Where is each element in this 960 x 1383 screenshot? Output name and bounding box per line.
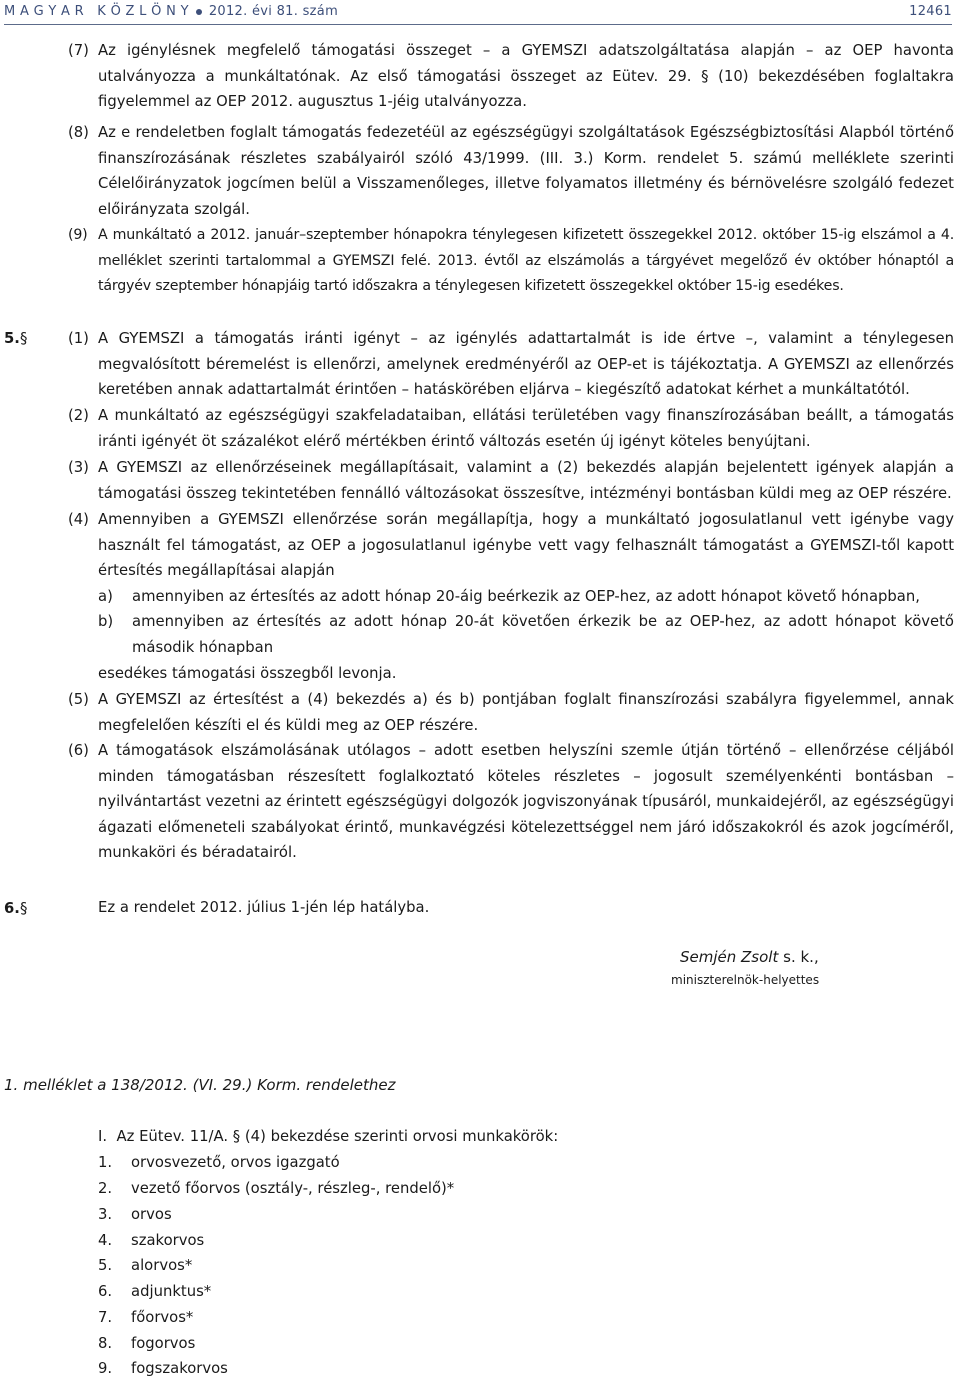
paragraph-text: A GYEMSZI a támogatás iránti igényt – az igénylés adattartalmát is ide értve –, valamint a ténylegesen megvalósított béremelést is ellenőrzi, amelynek eredményéről az OEP-et is tájékoztatja. A GYEMSZI az ellenőrzés keretében annak adattartalmát érintően – hatáskörében eljárva – kiegészítő adatokat kérhet a munkáltatótól. — [98, 330, 954, 398]
section-number: 6. — [4, 900, 20, 917]
sub-item-b — [98, 609, 954, 660]
list-item: 6. adjunktus* — [98, 1283, 212, 1300]
paragraph-number: (7) — [68, 42, 89, 59]
sub-item-label: b) — [98, 613, 114, 630]
section5-paragraph-3 — [68, 455, 954, 506]
closing-text: esedékes támogatási összegből levonja. — [98, 665, 397, 682]
sub-item-text: amennyiben az értesítés az adott hónap 20-át követően érkezik be az OEP-hez, az adott hónapot követő második hónapban — [132, 613, 954, 656]
paragraph-9 — [68, 223, 954, 300]
list-item: 7. főorvos* — [98, 1309, 194, 1326]
signature — [680, 948, 819, 966]
paragraph-text: A munkáltató az egészségügyi szakfeladataiban, ellátási területében vagy finanszírozásában beállt, a támogatás iránti igényét öt százalékot elérő mértékben érintő változás esetén új igényt köteles benyújtani. — [98, 407, 954, 450]
signature-suffix: s. k., — [783, 948, 819, 966]
paragraph-text: Az e rendeletben foglalt támogatás fedezetéül az egészségügyi szolgáltatások Egészségbiztosítási Alapból történő finanszírozásának részletes szabályairól szóló 43/1999. (III. 3.) Korm. rendelet 5. számú melléklete szerinti Célelőirányzatok jogcímen belül a Visszamenőleges, illetve folyamatos illetmény és bérnövelésre szolgáló fedezet előirányzata szolgál. — [98, 124, 954, 218]
paragraph-text: A GYEMSZI az ellenőrzéseinek megállapításait, valamint a (2) bekezdés alapján bejelentett igények alapján a támogatási összeg tekintetében fennálló változásokat összesítve, intézményi bontásban küldi meg az OEP részére. — [98, 459, 954, 502]
paragraph-number: (5) — [68, 691, 89, 708]
signatory-title: miniszterelnök-helyettes — [671, 973, 820, 987]
annex-heading: I. Az Eütev. 11/A. § (4) bekezdése szerinti orvosi munkakörök: — [98, 1128, 559, 1145]
paragraph-8 — [68, 120, 954, 222]
paragraph-number: (3) — [68, 459, 89, 476]
paragraph-text: A GYEMSZI az értesítést a (4) bekezdés a) és b) pontjában foglalt finanszírozási szabályra figyelemmel, annak megfelelően készíti el és küldi meg az OEP részére. — [98, 691, 954, 734]
bullet-icon — [196, 9, 202, 15]
list-item: 5. alorvos* — [98, 1257, 193, 1274]
section-symbol: § — [20, 900, 28, 917]
page-header — [4, 4, 952, 25]
sub-item-label: a) — [98, 588, 113, 605]
paragraph-text: A támogatások elszámolásának utólagos – adott esetben helyszíni szemle útján történő – ellenőrzése céljából minden támogatásban részesített foglalkoztató köteles részletes – jogosult személyenkénti bontásban – nyilvántartást vezetni az érintett egészségügyi dolgozók jogviszonyának típusáról, munkaidejéről, az egészségügyi ágazati előmeneteli szabályokat érintő, munkavégzési kötelezettséggel nem járó időszakokról és azok jogcíméről, munkaköri és béradatairól. — [98, 742, 954, 861]
list-item: 4. szakorvos — [98, 1232, 205, 1249]
sub-item-a — [98, 584, 954, 610]
list-item: 9. fogszakorvos — [98, 1360, 228, 1377]
paragraph-number: (1) — [68, 330, 89, 347]
effective-date-text: Ez a rendelet 2012. július 1-jén lép hatályba. — [98, 899, 430, 916]
paragraph-text: Az igénylésnek megfelelő támogatási összeget – a GYEMSZI adatszolgáltatása alapján – az OEP havonta utalványozza a munkáltatónak. Az első támogatási összeget az Eütev. 29. § (10) bekezdésében foglaltakra figyelemmel az OEP 2012. augusztus 1-jéig utalványozza. — [98, 42, 954, 110]
publication-name: M A G Y A R K Ö Z L Ö N Y — [4, 4, 189, 19]
paragraph-number: (4) — [68, 511, 89, 528]
section5-paragraph-1 — [68, 326, 954, 403]
list-item: 1. orvosvezető, orvos igazgató — [98, 1154, 340, 1171]
signatory-name: Semjén Zsolt — [680, 948, 779, 966]
section5-paragraph-2 — [68, 403, 954, 454]
header-left — [4, 4, 338, 19]
list-item: 3. orvos — [98, 1206, 172, 1223]
issue-label: 2012. évi 81. szám — [208, 4, 339, 19]
paragraph-7 — [68, 38, 954, 115]
list-item: 8. fogorvos — [98, 1335, 196, 1352]
paragraph-text: Amennyiben a GYEMSZI ellenőrzése során megállapítja, hogy a munkáltató jogosulatlanul vett igénybe vagy használt fel támogatást, az OEP a jogosulatlanul igénybe vett vagy felhasznált támogatást a GYEMSZI-től kapott értesítés megállapításai alapján — [98, 511, 954, 579]
section5-paragraph-4 — [68, 507, 954, 584]
paragraph-text: A munkáltató a 2012. január–szeptember hónapokra ténylegesen kifizetett összegekkel 2012. október 15-ig elszámol a 4. melléklet szerinti tartalommal a GYEMSZI felé. 2013. évtől az elszámolás a tárgyévet megelőző év október hónaptól a tárgyév szeptember hónapjáig tartó időszakra a ténylegesen kifizetett összegekkel október 15-ig esedékes. — [98, 227, 954, 294]
paragraph-number: (6) — [68, 742, 89, 759]
section-symbol: § — [20, 330, 28, 347]
section5-paragraph-5 — [68, 687, 954, 738]
paragraph-number: (9) — [68, 227, 88, 243]
page-number: 12461 — [909, 4, 952, 19]
section-number: 5. — [4, 330, 20, 347]
sub-item-text: amennyiben az értesítés az adott hónap 20-áig beérkezik az OEP-hez, az adott hónapot követő hónapban, — [132, 588, 920, 605]
paragraph-number: (8) — [68, 124, 89, 141]
annex-title: 1. melléklet a 138/2012. (VI. 29.) Korm. rendelethez — [4, 1076, 396, 1094]
paragraph-number: (2) — [68, 407, 89, 424]
section5-paragraph-6 — [68, 738, 954, 866]
list-item: 2. vezető főorvos (osztály-, részleg-, rendelő)* — [98, 1180, 455, 1197]
